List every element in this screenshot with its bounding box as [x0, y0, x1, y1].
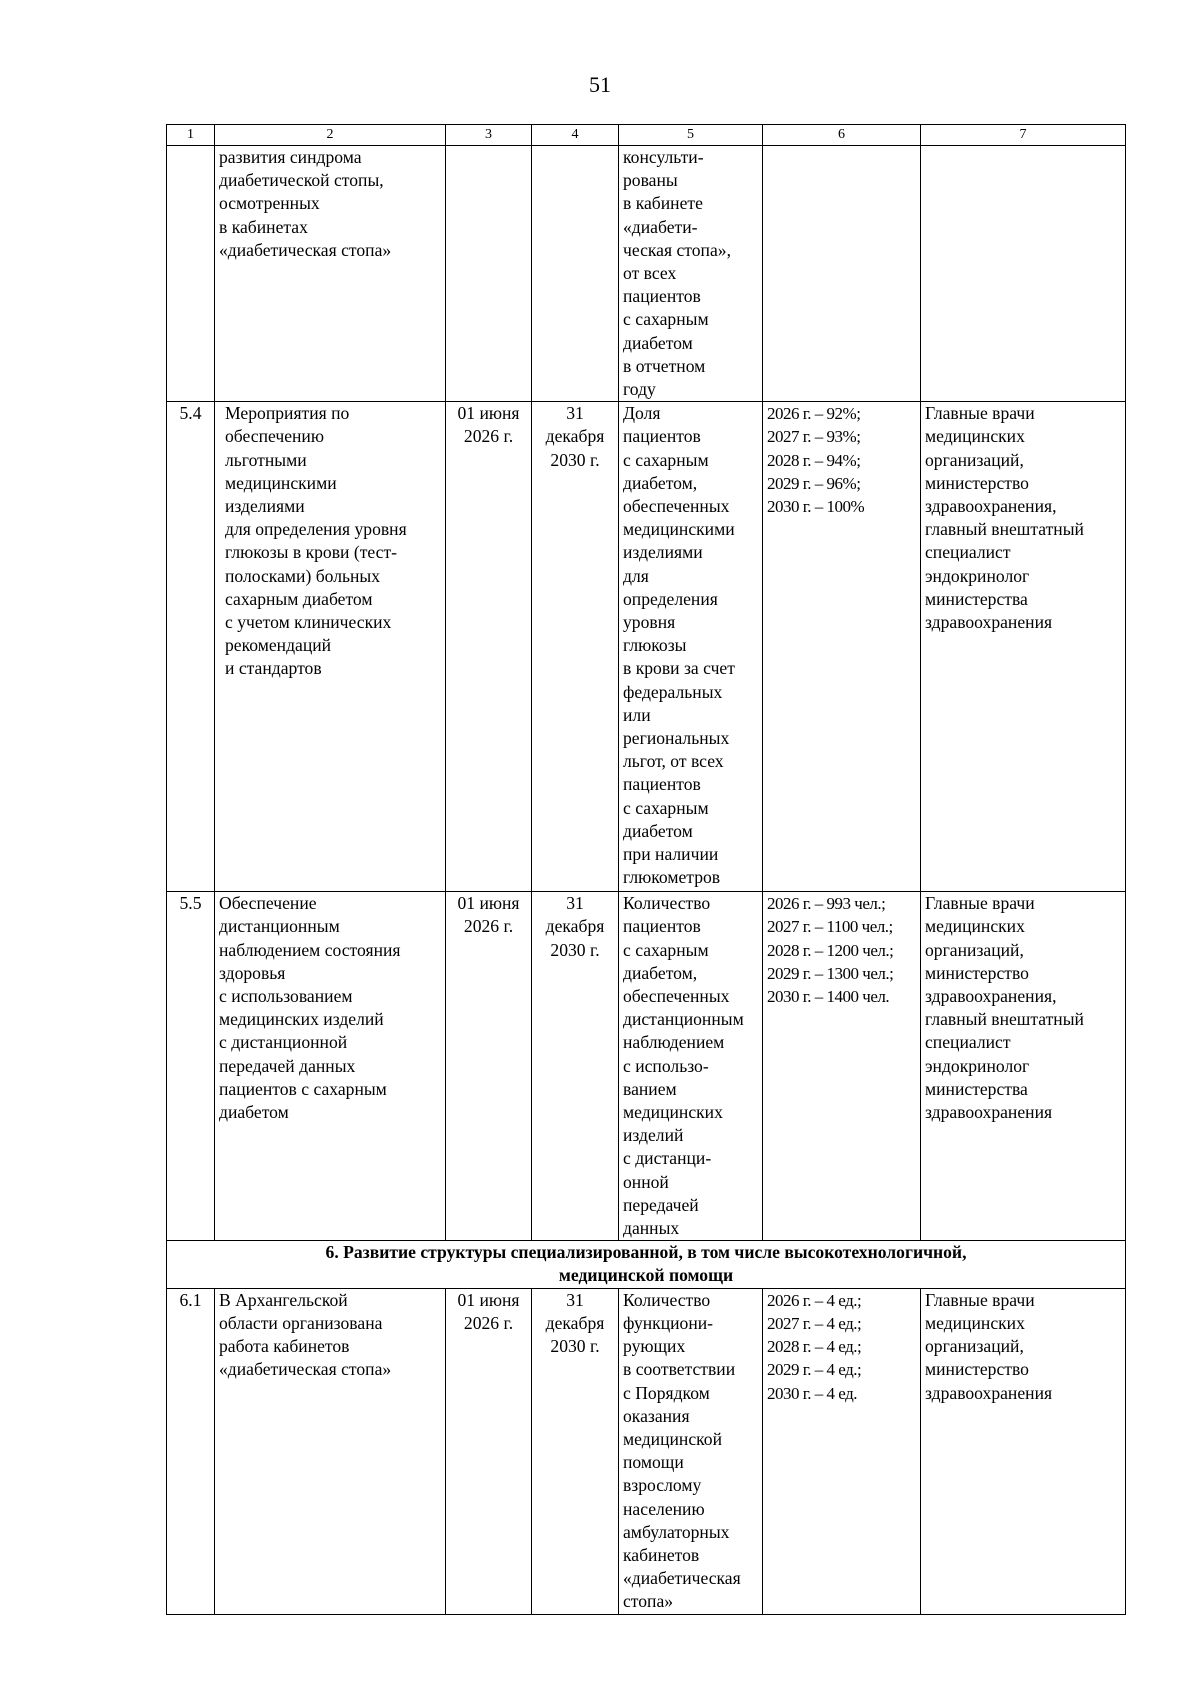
row-number: 5.5: [167, 892, 215, 1241]
table-row-5-4: [167, 402, 1126, 892]
table-row-5-5: [167, 892, 1126, 1241]
measure-text: В Архангельской области организована работа кабинетов «диабетическая стопа»: [215, 1288, 446, 1614]
responsible-text: Главные врачи медицинских организаций, министерство здравоохранения, главный внештатный специалист эндокринолог министерства здравоохранения: [921, 892, 1126, 1241]
section-header-6: [167, 1241, 1126, 1288]
target-values: [763, 146, 921, 402]
row-number: [167, 146, 215, 402]
row-number: 6.1: [167, 1288, 215, 1614]
column-number-6: 6: [763, 125, 921, 146]
responsible-text: [921, 146, 1126, 402]
end-date: 31 декабря 2030 г.: [532, 892, 619, 1241]
column-number-3: 3: [446, 125, 532, 146]
responsible-text: Главные врачи медицинских организаций, министерство здравоохранения: [921, 1288, 1126, 1614]
start-date: 01 июня 2026 г.: [446, 892, 532, 1241]
indicator-text: Количество пациентов с сахарным диабетом, обеспеченных дистанционным наблюдением с использо- ванием медицинских изделий с дистанци- онной передачей данных: [619, 892, 763, 1241]
start-date: [446, 146, 532, 402]
column-number-1: 1: [167, 125, 215, 146]
measures-table: [166, 124, 1126, 1615]
target-values: 2026 г. – 4 ед.; 2027 г. – 4 ед.; 2028 г. – 4 ед.; 2029 г. – 4 ед.; 2030 г. – 4 ед.: [763, 1288, 921, 1614]
end-date: 31 декабря 2030 г.: [532, 1288, 619, 1614]
section-title: 6. Развитие структуры специализированной, в том числе высокотехнологичной, медицинской помощи: [167, 1241, 1126, 1288]
measure-text: Мероприятия по обеспечению льготными медицинскими изделиями для определения уровня глюкозы в крови (тест- полосками) больных сахарным диабетом с учетом клинических рекомендаций и стандартов: [215, 402, 446, 892]
indicator-text: Количество функциони- рующих в соответствии с Порядком оказания медицинской помощи взрослому населению амбулаторных кабинетов «диабетическая стопа»: [619, 1288, 763, 1614]
row-number: 5.4: [167, 402, 215, 892]
measure-text: развития синдрома диабетической стопы, осмотренных в кабинетах «диабетическая стопа»: [215, 146, 446, 402]
responsible-text: Главные врачи медицинских организаций, министерство здравоохранения, главный внештатный специалист эндокринолог министерства здравоохранения: [921, 402, 1126, 892]
indicator-text: консульти- рованы в кабинете «диабети- ческая стопа», от всех пациентов с сахарным диабетом в отчетном году: [619, 146, 763, 402]
column-number-2: 2: [215, 125, 446, 146]
end-date: [532, 146, 619, 402]
table-row-6-1: [167, 1288, 1126, 1614]
start-date: 01 июня 2026 г.: [446, 402, 532, 892]
end-date: 31 декабря 2030 г.: [532, 402, 619, 892]
column-number-5: 5: [619, 125, 763, 146]
measure-text: Обеспечение дистанционным наблюдением состояния здоровья с использованием медицинских изделий с дистанционной передачей данных пациентов с сахарным диабетом: [215, 892, 446, 1241]
indicator-text: Доля пациентов с сахарным диабетом, обеспеченных медицинскими изделиями для определения уровня глюкозы в крови за счет федеральных или региональных льгот, от всех пациентов с сахарным диабетом при наличии глюкометров: [619, 402, 763, 892]
column-number-row: [167, 125, 1126, 146]
column-number-7: 7: [921, 125, 1126, 146]
target-values: 2026 г. – 993 чел.; 2027 г. – 1100 чел.; 2028 г. – 1200 чел.; 2029 г. – 1300 чел.; 2030 г. – 1400 чел.: [763, 892, 921, 1241]
target-values: 2026 г. – 92%; 2027 г. – 93%; 2028 г. – 94%; 2029 г. – 96%; 2030 г. – 100%: [763, 402, 921, 892]
column-number-4: 4: [532, 125, 619, 146]
page-number: 51: [589, 72, 611, 97]
start-date: 01 июня 2026 г.: [446, 1288, 532, 1614]
table-row-continued: [167, 146, 1126, 402]
